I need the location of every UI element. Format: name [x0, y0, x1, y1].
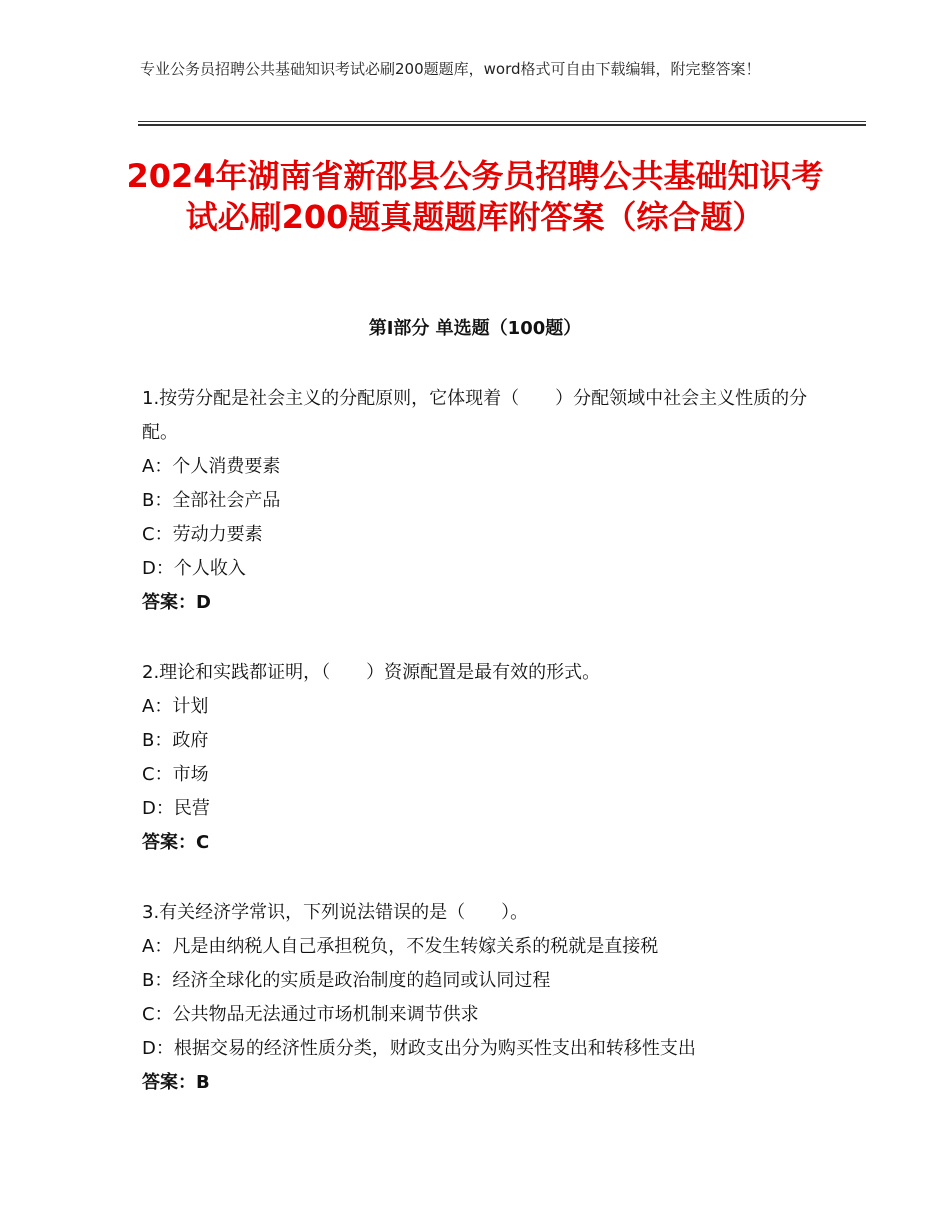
- question-list: [142, 382, 822, 1136]
- document-title: 2024年湖南省新邵县公务员招聘公共基础知识考试必刷200题真题题库附答案（综合题）: [126, 157, 824, 236]
- option-d: D：根据交易的经济性质分类，财政支出分为购买性支出和转移性支出: [142, 1038, 696, 1059]
- answer-label: 答案：D: [142, 592, 211, 613]
- option-c: C：市场: [142, 764, 209, 785]
- option-d: D：民营: [142, 798, 210, 819]
- option-d: D：个人收入: [142, 558, 246, 579]
- option-c: C：劳动力要素: [142, 524, 263, 545]
- option-a: A：计划: [142, 696, 209, 717]
- question-stem: 2.理论和实践都证明，（ ）资源配置是最有效的形式。: [142, 662, 601, 683]
- option-b: B：政府: [142, 730, 209, 751]
- header-note: 专业公务员招聘公共基础知识考试必刷200题题库，word格式可自由下载编辑，附完整答案！: [140, 60, 761, 78]
- question-item: [142, 382, 822, 620]
- question-item: [142, 656, 822, 860]
- option-a: A：个人消费要素: [142, 456, 281, 477]
- answer-label: 答案：B: [142, 1072, 210, 1093]
- answer-label: 答案：C: [142, 832, 210, 853]
- question-item: [142, 896, 822, 1100]
- question-stem: 3.有关经济学常识，下列说法错误的是（ ）。: [142, 902, 529, 923]
- section-heading: 第Ⅰ部分 单选题（100题）: [368, 318, 582, 339]
- option-b: B：全部社会产品: [142, 490, 281, 511]
- header-divider: [138, 121, 866, 126]
- question-stem: 1.按劳分配是社会主义的分配原则，它体现着（ ）分配领域中社会主义性质的分配。: [142, 388, 808, 443]
- option-a: A：凡是由纳税人自己承担税负，不发生转嫁关系的税就是直接税: [142, 936, 659, 957]
- option-c: C：公共物品无法通过市场机制来调节供求: [142, 1004, 479, 1025]
- option-b: B：经济全球化的实质是政治制度的趋同或认同过程: [142, 970, 551, 991]
